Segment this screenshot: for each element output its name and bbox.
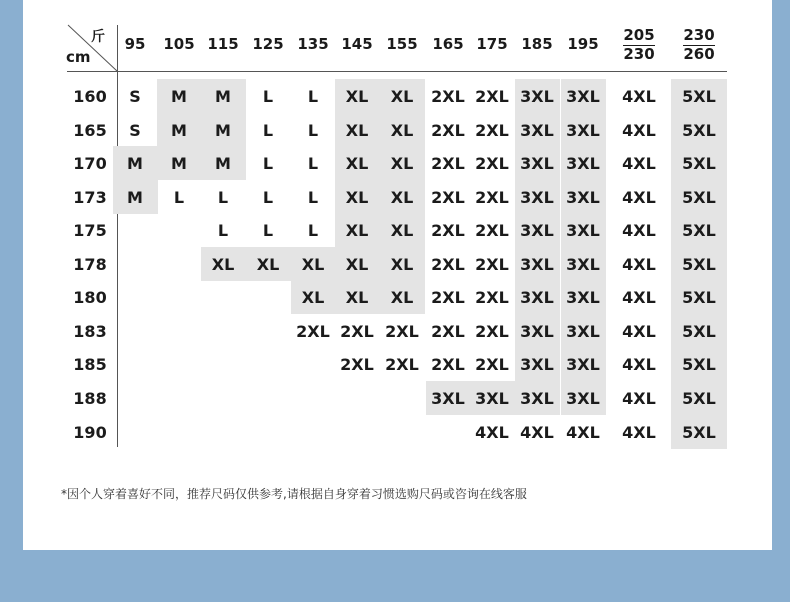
size-cell: L <box>262 220 274 240</box>
weight-unit-label: 斤 <box>91 29 105 45</box>
size-cell: L <box>307 86 319 106</box>
size-cell: XL <box>345 187 369 207</box>
size-cell: 4XL <box>566 422 600 442</box>
size-cell: XL <box>345 287 369 307</box>
height-label: 190 <box>73 422 107 442</box>
size-cell: 4XL <box>622 254 656 274</box>
size-cell: 2XL <box>431 86 465 106</box>
size-cell: 5XL <box>682 220 716 240</box>
size-cell: XL <box>390 187 414 207</box>
weight-range-top: 205 <box>623 25 655 44</box>
height-unit-label: cm <box>66 48 91 66</box>
weight-range-bottom: 230 <box>623 44 655 63</box>
size-cell: XL <box>301 254 325 274</box>
size-cell: 3XL <box>566 153 600 173</box>
height-label: 160 <box>73 86 107 106</box>
size-cell: XL <box>345 254 369 274</box>
size-cell: M <box>127 153 143 173</box>
size-cell: 5XL <box>682 153 716 173</box>
size-cell: 2XL <box>431 321 465 341</box>
size-cell: 5XL <box>682 120 716 140</box>
size-cell: 3XL <box>520 120 554 140</box>
size-cell: 2XL <box>475 321 509 341</box>
height-label: 185 <box>73 354 107 374</box>
height-label: 175 <box>73 220 107 240</box>
height-label: 165 <box>73 120 107 140</box>
size-cell: 3XL <box>520 254 554 274</box>
size-cell: XL <box>345 120 369 140</box>
size-cell: 2XL <box>431 187 465 207</box>
size-cell: 3XL <box>566 220 600 240</box>
weight-header: 135 <box>297 35 329 53</box>
size-cell: 2XL <box>475 220 509 240</box>
size-cell: XL <box>390 220 414 240</box>
height-label: 170 <box>73 153 107 173</box>
size-cell: 4XL <box>622 86 656 106</box>
size-cell: 4XL <box>622 422 656 442</box>
size-cell: 3XL <box>566 354 600 374</box>
size-cell: L <box>217 187 229 207</box>
size-cell: S <box>129 120 141 140</box>
size-cell: L <box>307 220 319 240</box>
height-label: 173 <box>73 187 107 207</box>
size-cell: L <box>217 220 229 240</box>
size-cell: 2XL <box>475 153 509 173</box>
size-cell: L <box>307 187 319 207</box>
size-cell: 4XL <box>475 422 509 442</box>
size-cell: 4XL <box>622 187 656 207</box>
size-cell: 3XL <box>566 86 600 106</box>
size-cell: 2XL <box>475 354 509 374</box>
size-cell: M <box>215 120 231 140</box>
size-cell: 3XL <box>566 254 600 274</box>
size-cell: 3XL <box>520 187 554 207</box>
size-cell: 5XL <box>682 354 716 374</box>
size-cell: L <box>307 153 319 173</box>
size-cell: 4XL <box>622 388 656 408</box>
size-cell: L <box>307 120 319 140</box>
size-cell: 2XL <box>385 354 419 374</box>
size-cell: 5XL <box>682 422 716 442</box>
size-cell: 3XL <box>566 120 600 140</box>
size-cell: 2XL <box>475 287 509 307</box>
size-cell: 2XL <box>340 354 374 374</box>
size-cell: 5XL <box>682 287 716 307</box>
size-cell: XL <box>390 287 414 307</box>
size-cell: 3XL <box>431 388 465 408</box>
footnote: *因个人穿着喜好不同，推荐尺码仅供参考,请根据自身穿着习惯选购尺码或咨询在线客服 <box>61 487 527 501</box>
size-cell: XL <box>301 287 325 307</box>
weight-header: 115 <box>207 35 239 53</box>
size-cell: 2XL <box>431 354 465 374</box>
size-cell: 4XL <box>622 354 656 374</box>
header-horizontal-divider <box>67 71 727 72</box>
size-cell: 2XL <box>431 120 465 140</box>
size-cell: 2XL <box>431 153 465 173</box>
size-cell: XL <box>390 153 414 173</box>
size-cell: M <box>171 86 187 106</box>
size-cell: XL <box>345 220 369 240</box>
size-cell: M <box>127 187 143 207</box>
size-cell: 3XL <box>520 153 554 173</box>
size-cell: 4XL <box>622 321 656 341</box>
height-label: 188 <box>73 388 107 408</box>
size-cell: 2XL <box>431 287 465 307</box>
size-cell: 2XL <box>475 120 509 140</box>
size-cell: 4XL <box>520 422 554 442</box>
size-cell: M <box>215 86 231 106</box>
size-cell: 2XL <box>431 220 465 240</box>
weight-range-header <box>674 22 724 66</box>
weight-header: 155 <box>386 35 418 53</box>
size-cell: XL <box>256 254 280 274</box>
size-cell: 5XL <box>682 321 716 341</box>
weight-header: 195 <box>567 35 599 53</box>
size-cell: 5XL <box>682 254 716 274</box>
size-cell: M <box>171 153 187 173</box>
weight-range-top: 230 <box>683 25 715 44</box>
size-cell: 5XL <box>682 388 716 408</box>
size-cell: 3XL <box>520 220 554 240</box>
weight-header: 145 <box>341 35 373 53</box>
size-cell: XL <box>345 153 369 173</box>
weight-header: 185 <box>521 35 553 53</box>
size-cell: 2XL <box>296 321 330 341</box>
height-label: 183 <box>73 321 107 341</box>
size-cell: XL <box>211 254 235 274</box>
weight-header: 165 <box>432 35 464 53</box>
weight-header: 125 <box>252 35 284 53</box>
size-cell: XL <box>390 254 414 274</box>
size-cell: 4XL <box>622 287 656 307</box>
size-cell: 3XL <box>566 287 600 307</box>
size-cell: L <box>262 153 274 173</box>
size-cell: 2XL <box>475 254 509 274</box>
weight-range-bottom: 260 <box>683 44 715 63</box>
size-cell: XL <box>390 86 414 106</box>
size-cell: 3XL <box>520 354 554 374</box>
size-cell: 3XL <box>520 321 554 341</box>
size-cell: L <box>262 120 274 140</box>
size-cell: XL <box>345 86 369 106</box>
size-cell: 3XL <box>566 187 600 207</box>
weight-range-header <box>614 22 664 66</box>
size-cell: 4XL <box>622 153 656 173</box>
size-cell: L <box>262 187 274 207</box>
size-cell: 2XL <box>385 321 419 341</box>
size-cell: 2XL <box>340 321 374 341</box>
size-cell: 5XL <box>682 187 716 207</box>
size-cell: 3XL <box>566 388 600 408</box>
size-cell: 3XL <box>475 388 509 408</box>
size-cell: L <box>173 187 185 207</box>
weight-header: 95 <box>124 35 146 53</box>
size-cell: 4XL <box>622 220 656 240</box>
size-cell: 4XL <box>622 120 656 140</box>
size-cell: 3XL <box>566 321 600 341</box>
size-cell: M <box>215 153 231 173</box>
height-label: 180 <box>73 287 107 307</box>
size-cell: M <box>171 120 187 140</box>
weight-header: 105 <box>163 35 195 53</box>
height-label: 178 <box>73 254 107 274</box>
size-cell: S <box>129 86 141 106</box>
size-cell: 2XL <box>475 187 509 207</box>
size-cell: 3XL <box>520 287 554 307</box>
size-cell: XL <box>390 120 414 140</box>
size-cell: 3XL <box>520 86 554 106</box>
size-cell: 5XL <box>682 86 716 106</box>
size-cell: 3XL <box>520 388 554 408</box>
size-cell: 2XL <box>475 86 509 106</box>
size-cell: 2XL <box>431 254 465 274</box>
weight-header: 175 <box>476 35 508 53</box>
size-cell: L <box>262 86 274 106</box>
